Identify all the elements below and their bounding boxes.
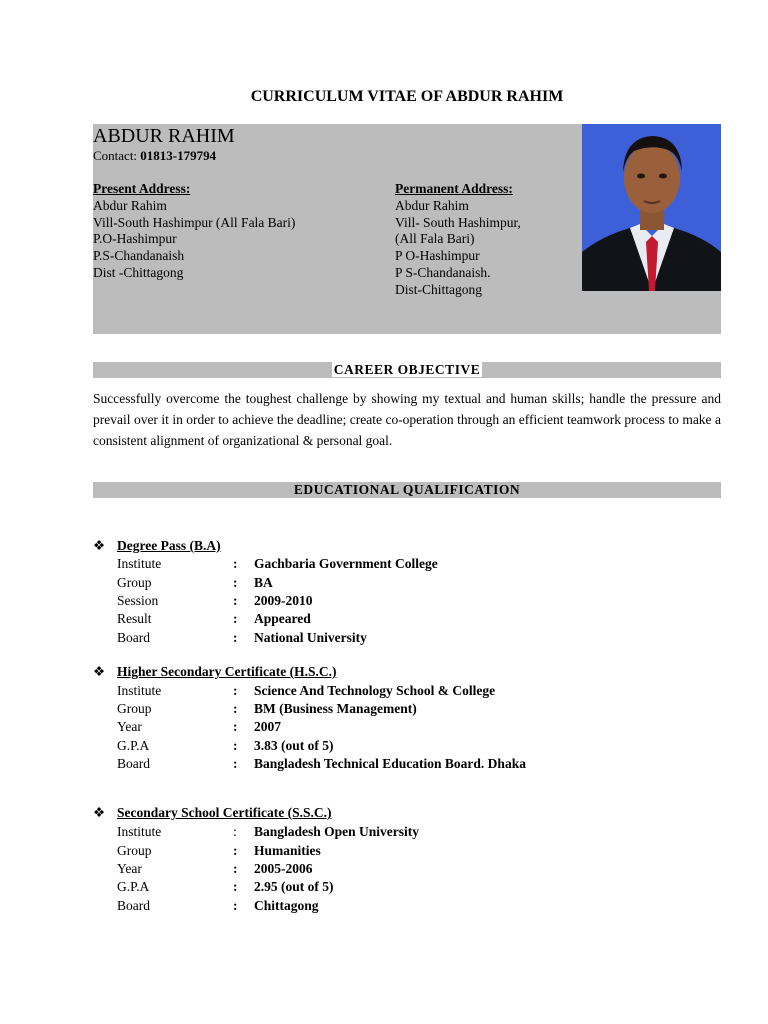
career-objective-text: Successfully overcome the toughest challenge by showing my textual and human skills; handle the pressure and prevail over it in order to achieve the deadline; create co-operation through an efficient teamwork process to make a consistent alignment of organizational & personal goal. — [93, 391, 721, 448]
row-colon: : — [233, 879, 238, 894]
row-colon: : — [233, 593, 238, 608]
row-key: G.P.A — [117, 738, 150, 753]
row-key: Year — [117, 719, 142, 734]
row-value: Science And Technology School & College — [254, 683, 496, 698]
permanent-address-line: P S-Chandanaish. — [395, 264, 491, 280]
qualification-title: Higher Secondary Certificate (H.S.C.) — [117, 664, 337, 679]
row-key: Institute — [117, 556, 162, 571]
row-key: Year — [117, 861, 142, 876]
qualification-heading-degree — [93, 538, 221, 554]
permanent-address — [395, 181, 521, 299]
row-colon: : — [233, 861, 238, 876]
present-address-heading: Present Address: — [93, 181, 191, 196]
contact-label: Contact: — [93, 148, 141, 163]
bullet-icon: ❖ — [93, 538, 106, 553]
career-objective-title: CAREER OBJECTIVE — [333, 362, 481, 377]
row-value: 3.83 (out of 5) — [254, 738, 334, 753]
row-value: 2007 — [254, 719, 281, 734]
row-key: Institute — [117, 683, 162, 698]
row-colon: : — [233, 898, 238, 913]
present-address — [93, 181, 295, 282]
qualification-heading-ssc — [93, 805, 331, 821]
row-colon: : — [233, 701, 238, 716]
document-title: CURRICULUM VITAE OF ABDUR RAHIM — [250, 88, 564, 105]
permanent-address-line: Vill- South Hashimpur, — [395, 214, 521, 230]
row-value: Gachbaria Government College — [254, 556, 438, 571]
row-value: Humanities — [254, 843, 321, 858]
present-address-line: P.S-Chandanaish — [93, 248, 185, 264]
qualification-title: Secondary School Certificate (S.S.C.) — [117, 805, 332, 820]
education-title: EDUCATIONAL QUALIFICATION — [293, 482, 521, 497]
career-objective-header — [93, 362, 721, 378]
row-value: Bangladesh Open University — [254, 824, 420, 839]
row-key: Session — [117, 593, 159, 608]
contact-number: 01813-179794 — [140, 148, 217, 163]
row-colon: : — [233, 556, 238, 571]
row-colon: : — [233, 719, 238, 734]
permanent-address-heading: Permanent Address: — [395, 181, 513, 196]
qualification-title: Degree Pass (B.A) — [117, 538, 221, 553]
row-colon: : — [233, 683, 238, 698]
bullet-icon: ❖ — [93, 664, 106, 679]
present-address-line: Abdur Rahim — [93, 197, 167, 213]
row-value: 2.95 (out of 5) — [254, 879, 334, 894]
permanent-address-line: P O-Hashimpur — [395, 248, 480, 264]
row-key: Group — [117, 575, 152, 590]
row-key: Institute — [117, 824, 162, 839]
row-colon: : — [233, 575, 238, 590]
row-value: Appeared — [254, 611, 311, 626]
profile-photo — [582, 124, 721, 291]
row-colon: : — [233, 843, 238, 858]
row-colon: : — [233, 738, 238, 753]
row-value: 2005-2006 — [254, 861, 313, 876]
row-colon: : — [233, 630, 238, 645]
candidate-name: ABDUR RAHIM — [93, 125, 235, 147]
permanent-address-line: (All Fala Bari) — [395, 231, 475, 247]
row-key: Board — [117, 756, 150, 771]
row-value: 2009-2010 — [254, 593, 313, 608]
row-value: Bangladesh Technical Education Board. Dhaka — [254, 756, 526, 771]
education-header — [93, 482, 721, 498]
contact-line — [93, 148, 216, 164]
qualification-heading-hsc — [93, 664, 336, 680]
permanent-address-line: Dist-Chittagong — [395, 281, 482, 297]
row-value: Chittagong — [254, 898, 319, 913]
row-key: Group — [117, 701, 152, 716]
present-address-line: P.O-Hashimpur — [93, 231, 177, 247]
row-key: Board — [117, 898, 150, 913]
row-value: National University — [254, 630, 367, 645]
row-key: G.P.A — [117, 879, 150, 894]
present-address-line: Dist -Chittagong — [93, 264, 184, 280]
permanent-address-line: Abdur Rahim — [395, 197, 469, 213]
row-key: Result — [117, 611, 152, 626]
row-value: BA — [254, 575, 273, 590]
row-colon: : — [233, 824, 237, 839]
row-key: Board — [117, 630, 150, 645]
bullet-icon: ❖ — [93, 805, 106, 820]
row-colon: : — [233, 611, 238, 626]
present-address-line: Vill-South Hashimpur (All Fala Bari) — [93, 214, 296, 230]
row-key: Group — [117, 843, 152, 858]
row-colon: : — [233, 756, 238, 771]
row-value: BM (Business Management) — [254, 701, 417, 716]
